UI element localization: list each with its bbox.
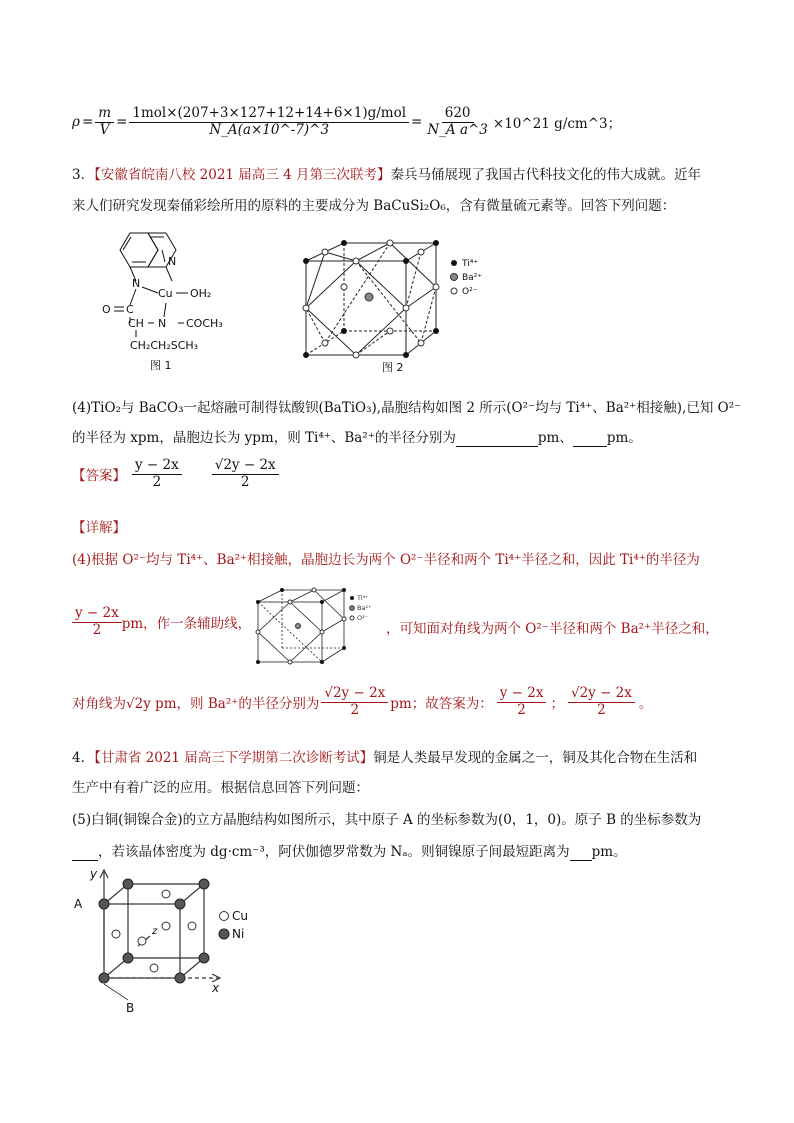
blank-b-coordinate[interactable] xyxy=(72,844,98,861)
atom-a-label: A xyxy=(74,897,83,911)
detail-line3 xyxy=(72,686,652,718)
detail-ba-fraction xyxy=(321,686,388,718)
q4-number: 4． xyxy=(72,750,95,766)
auxiliary-line-figure xyxy=(252,584,382,668)
detail-diagonal-text: 对角线为 xyxy=(72,696,126,713)
detail-f2-denominator: 2 xyxy=(350,701,360,718)
atom-b-label: B xyxy=(126,1001,135,1015)
detail-f1-denominator: 2 xyxy=(92,621,102,638)
legend-o: O²⁻ xyxy=(462,287,478,297)
q3-number: 3． xyxy=(72,167,95,183)
detail-f4-denominator: 2 xyxy=(597,701,606,718)
axis-y-label: y xyxy=(90,867,98,881)
aux-legend-o: O²⁻ xyxy=(357,614,369,622)
fig1-caption: 图 1 xyxy=(150,359,172,372)
q4-source: 【甘肃省 2021 届高三下学期第二次诊断考试】 xyxy=(94,750,374,766)
q4-part5-line2 xyxy=(72,840,627,861)
legend-ni: Ni xyxy=(232,927,245,941)
fig1-label-cu: Cu xyxy=(158,287,173,300)
answer-row xyxy=(72,458,279,490)
answer-1-denominator: 2 xyxy=(152,473,162,490)
m-over-v xyxy=(95,106,114,138)
axis-x-label: x xyxy=(212,981,220,995)
q4-intro-line1: 铜是人类最早发现的金属之一，铜及其化合物在生活和 xyxy=(373,750,698,766)
detail-f2-numerator: √2y − 2x xyxy=(321,686,388,703)
detail-ba-text: √2y pm，则 Ba²⁺的半径分别为 xyxy=(126,696,320,713)
legend-ti: Ti⁴⁺ xyxy=(462,259,479,269)
molar-mass-fraction xyxy=(129,106,409,138)
detail-ti-fraction xyxy=(72,606,122,638)
detail-answer-1 xyxy=(497,686,547,718)
detail-f3-denominator: 2 xyxy=(517,701,526,718)
figure-2-crystal-cell xyxy=(296,233,501,375)
fig1-label-ch: CH xyxy=(128,317,144,330)
q4-part5-line1: (5)白铜(铜镍合金)的立方晶胞结构如图所示，其中原子 A 的坐标参数为(0，1，0)。原子 B 的坐标参数为 xyxy=(72,812,702,828)
density-unit: ×10^21 g/cm^3； xyxy=(492,116,622,132)
detail-line2 xyxy=(72,606,251,638)
legend-cu: Cu xyxy=(232,909,248,923)
detail-end: 。 xyxy=(638,696,653,713)
simplified-fraction xyxy=(424,106,491,138)
fig1-label-o: O xyxy=(102,303,111,316)
detail-answer-text: pm；故答案为： xyxy=(390,696,493,713)
mass-symbol: m xyxy=(95,106,114,123)
detail-aux-text: pm，作一条辅助线， xyxy=(121,616,252,633)
equals-sign: = xyxy=(81,114,94,130)
answer-ti-radius xyxy=(132,458,182,490)
q3-intro-line2: 来人们研究发现秦俑彩绘所用的原料的主要成分为 BaCuSi₂O₆，含有微量硫元素等。回答下列问题： xyxy=(72,198,676,214)
fig1-label-c: C xyxy=(126,303,134,316)
answer-ba-radius xyxy=(212,458,279,490)
fig1-label-n2: N xyxy=(168,255,177,268)
detail-label: 【详解】 xyxy=(72,520,126,536)
answer-2-numerator: √2y − 2x xyxy=(212,458,279,475)
q3-part4-line2 xyxy=(72,426,642,447)
q4-intro xyxy=(72,746,697,766)
q3-source: 【安徽省皖南八校 2021 届高三 4 月第三次联考】 xyxy=(94,167,391,183)
fig1-label-n3: N xyxy=(158,317,167,330)
q3-intro xyxy=(72,163,701,183)
detail-answer-2 xyxy=(568,686,635,718)
legend-ba: Ba²⁺ xyxy=(462,273,483,283)
detail-f4-numerator: √2y − 2x xyxy=(568,686,635,703)
q3-part4-line1: (4)TiO₂与 BaCO₃一起熔融可制得钛酸钡(BaTiO₃),晶胞结构如图 2 所示(O²⁻均与 Ti⁴⁺、Ba²⁺相接触),已知 O²⁻ xyxy=(72,400,742,416)
answer-1-numerator: y − 2x xyxy=(132,458,182,475)
simplified-denominator: N_A a^3 xyxy=(427,121,488,138)
molar-mass-numerator: 1mol×(207+3×127+12+14+6×1)g/mol xyxy=(129,106,409,123)
q4-part5-text-a: ，若该晶体密度为 dg·cm⁻³，阿伏伽德罗常数为 Nₐ。则铜镍原子间最短距离为 xyxy=(98,844,570,860)
fig1-label-oh2: OH₂ xyxy=(190,287,212,300)
detail-f1-numerator: y − 2x xyxy=(72,606,122,623)
q3-part4-text-a: 的半径为 xpm，晶胞边长为 ypm，则 Ti⁴⁺、Ba²⁺的半径分别为 xyxy=(72,430,456,446)
fig2-caption: 图 2 xyxy=(382,361,404,374)
detail-f3-numerator: y − 2x xyxy=(497,686,547,703)
blank-ti-radius[interactable] xyxy=(456,430,538,447)
simplified-numerator: 620 xyxy=(442,106,474,123)
answer-2-denominator: 2 xyxy=(240,473,250,490)
fig1-label-n1: N xyxy=(132,277,141,290)
q4-intro-line2: 生产中有着广泛的应用。根据信息回答下列问题： xyxy=(72,780,369,796)
cuni-cell-figure xyxy=(70,866,270,1016)
axis-z-label: z xyxy=(152,926,158,937)
molar-mass-denominator: N_A(a×10^-7)^3 xyxy=(209,121,330,138)
volume-symbol: V xyxy=(99,121,110,138)
fig1-label-side-chain: CH₂CH₂SCH₃ xyxy=(130,339,199,352)
rho-symbol: ρ xyxy=(72,114,80,130)
detail-line1: (4)根据 O²⁻均与 Ti⁴⁺、Ba²⁺相接触，晶胞边长为两个 O²⁻半径和两个 Ti⁴⁺半径之和，因此 Ti⁴⁺的半径为 xyxy=(72,552,700,568)
detail-after-figure: ，可知面对角线为两个 O²⁻半径和两个 Ba²⁺半径之和， xyxy=(386,621,719,637)
q4-part5-text-b: pm。 xyxy=(591,844,627,860)
equals-sign: = xyxy=(411,114,423,130)
aux-legend-ti: Ti⁴⁺ xyxy=(357,594,369,602)
density-formula xyxy=(72,100,621,144)
blank-shortest-distance[interactable] xyxy=(570,844,592,861)
q3-intro-line1: 秦兵马俑展现了我国古代科技文化的伟大成就。近年 xyxy=(390,167,701,183)
equals-sign: = xyxy=(116,114,128,130)
answer-label: 【答案】 xyxy=(72,468,126,485)
q3-part4-text-c: pm。 xyxy=(606,430,642,446)
detail-separator: ； xyxy=(550,696,564,713)
q3-part4-text-b: pm、 xyxy=(537,430,573,446)
blank-ba-radius[interactable] xyxy=(573,430,607,447)
figure-1-molecule xyxy=(92,225,242,375)
fig1-label-coch3: COCH₃ xyxy=(186,317,223,330)
aux-legend-ba: Ba²⁺ xyxy=(357,604,372,612)
